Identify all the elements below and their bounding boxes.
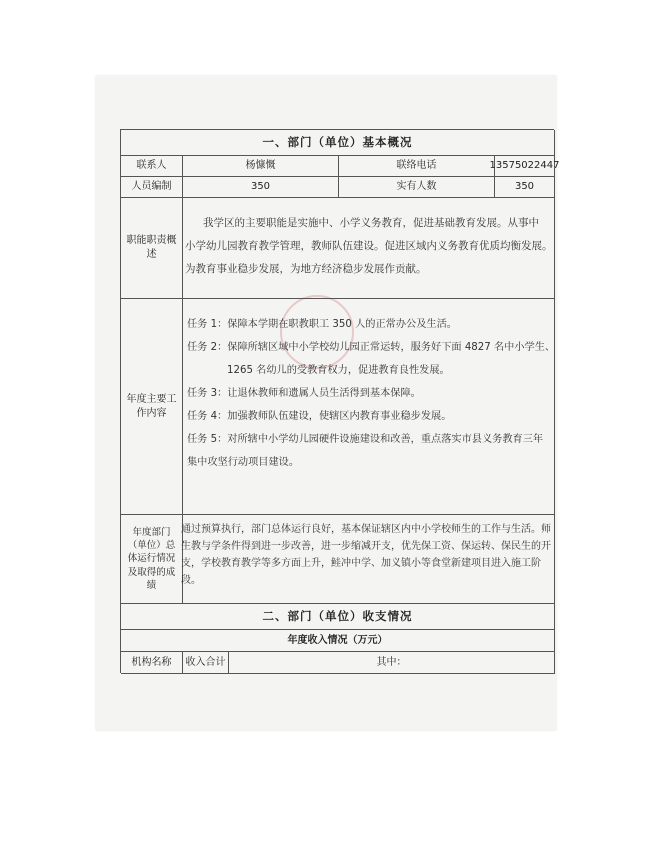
tasks-label: 年度主要工作内容: [121, 299, 183, 514]
tasks-row: [121, 299, 555, 515]
staff-row: [121, 177, 555, 198]
org-label: 机构名称: [121, 652, 183, 673]
task-line-4: 任务 3：让退休教师和遗属人员生活得到基本保障。: [187, 388, 421, 399]
task-line-3: 1265 名幼儿的受教育权力，促进教育良性发展。: [227, 365, 450, 376]
income-title-row: [121, 630, 555, 652]
staff-value: 350: [183, 177, 339, 197]
form-table: [120, 129, 560, 673]
phone-value: 13575022447: [495, 156, 555, 176]
task-line-6: 任务 5：对所辖中小学幼儿园硬件设施建设和改善，重点落实市县义务教育三年: [187, 434, 544, 445]
section2-title: 二、部门（单位）收支情况: [121, 604, 555, 629]
task-line-2: 任务 2：保障所辖区域中小学校幼儿园正常运转，服务好下面 4827 名中小学生、: [187, 342, 556, 353]
sub-label: 其中：: [229, 652, 555, 673]
contact-label: 联系人: [121, 156, 183, 176]
task-line-5: 任务 4：加强教师队伍建设，使辖区内教育事业稳步发展。: [187, 411, 452, 422]
functions-line-1: 我学区的主要职能是实施中、小学义务教育，促进基础教育发展。从事中: [203, 217, 539, 229]
actual-label: 实有人数: [339, 177, 495, 197]
income-title: 年度收入情况（万元）: [121, 630, 555, 651]
section2-title-row: [121, 604, 555, 630]
functions-line-2: 小学幼儿园教育教学管理，教师队伍建设。促进区域内义务教育优质均衡发展。: [185, 240, 553, 252]
phone-label: 联络电话: [339, 156, 495, 176]
achievements-row: [121, 515, 555, 604]
contact-value: 杨慷慨: [183, 156, 339, 176]
section1-title: 一、部门（单位）基本概况: [121, 130, 555, 155]
contact-row: [121, 156, 560, 177]
achievements-text: 通过预算执行，部门总体运行良好，基本保证辖区内中小学校师生的工作与生活。师生教与学条件得到进一步改善，进一步缩减开支，优先保工资、保运转、保民生的开支，学校教育教学等多方面上升，鲑冲中学、加义镇小等食堂新建项目进入施工阶段。: [181, 524, 551, 586]
functions-row: [121, 198, 555, 299]
task-line-1: 任务 1：保障本学期在职教职工 350 人的正常办公及生活。: [187, 319, 457, 330]
staff-label: 人员编制: [121, 177, 183, 197]
functions-label: 职能职责概述: [121, 198, 183, 298]
actual-value: 350: [495, 177, 555, 197]
task-line-7: 集中攻坚行动项目建设。: [187, 457, 300, 468]
functions-line-3: 为教育事业稳步发展，为地方经济稳步发展作贡献。: [185, 263, 427, 275]
section1-title-row: [121, 130, 555, 156]
income-header-row: [121, 652, 555, 674]
achievements-label: 年度部门（单位）总体运行情况及取得的成绩: [121, 515, 183, 603]
total-label: 收入合计: [183, 652, 229, 673]
